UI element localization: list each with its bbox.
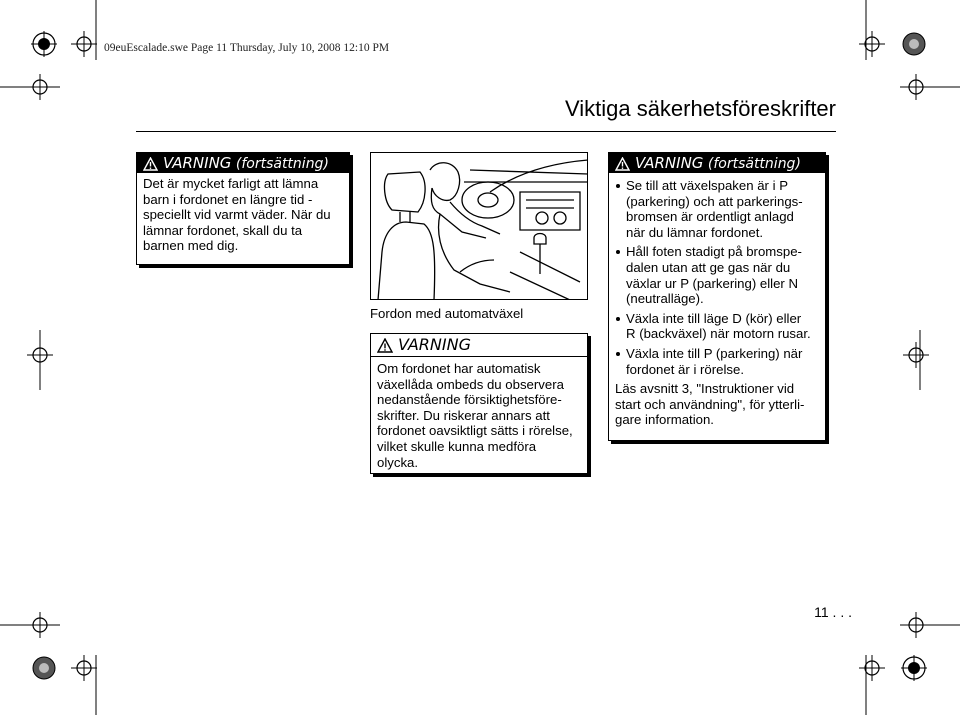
text-line: Växla inte till läge D (kör) eller [626, 310, 802, 326]
text-line: start och användning", för ytterli- [615, 396, 805, 412]
list-item [615, 311, 819, 342]
text-line: R (backväxel) när motorn rusar. [626, 326, 811, 342]
left-warning-body [137, 173, 349, 260]
text-line: Växla inte till P (parkering) när [626, 345, 803, 361]
text-line: olycka. [377, 454, 419, 470]
text-line: fordonet är i rörelse. [626, 361, 745, 377]
text-line: växellåda ombeds du observera [377, 376, 564, 392]
section-heading: Fordon med automatväxel [370, 306, 524, 321]
heading-label: VARNING [163, 154, 232, 172]
text-line: gare information. [615, 412, 714, 428]
text-line: barnen med dig. [143, 238, 239, 254]
warning-triangle-icon [143, 157, 158, 171]
text-line: barn i fordonet en längre tid - [143, 191, 313, 207]
heading-suffix: (fortsättning) [703, 156, 801, 172]
right-warning-body [609, 173, 825, 434]
left-warning-heading [137, 153, 349, 173]
text-line: nedanstående försiktighetsföre- [377, 392, 562, 408]
text-line: Läs avsnitt 3, "Instruktioner vid [615, 381, 795, 397]
center-warning-box [370, 333, 588, 474]
text-line: när du lämnar fordonet. [626, 224, 764, 240]
left-warning-box [136, 152, 350, 265]
text-line: bromsen är ordentligt anlagd [626, 209, 794, 225]
warning-triangle-icon [377, 338, 393, 353]
text-line: Det är mycket farligt att lämna [143, 176, 319, 191]
heading-label: VARNING [635, 154, 704, 172]
file-slug: 09euEscalade.swe Page 11 Thursday, July 10, 2008 12:10 PM [104, 42, 390, 54]
text-line: (parkering) och att parkerings- [626, 193, 803, 209]
text-line: dalen utan att ge gas när du [626, 259, 791, 275]
list-item [615, 178, 819, 240]
text-line: Om fordonet har automatisk [377, 361, 541, 376]
list-item [615, 244, 819, 306]
list-item [615, 346, 819, 377]
right-warning-heading [609, 153, 825, 173]
heading-label: VARNING [398, 335, 471, 354]
text-line: skrifter. Du riskerar annars att [377, 407, 550, 423]
page-title: Viktiga säkerhetsföreskrifter [564, 96, 836, 121]
page-number: 11 . . . [814, 604, 852, 620]
warning-triangle-icon [615, 157, 630, 171]
heading-suffix: (fortsättning) [231, 156, 329, 172]
text-line: vilket skulle kunna medföra [377, 438, 537, 454]
title-rule [136, 131, 836, 132]
text-line: växlar ur P (parkering) eller N [626, 275, 798, 291]
text-line: Håll foten stadigt på bromspe- [626, 244, 802, 260]
text-line: speciellt vid varmt väder. När du [143, 207, 331, 223]
text-line: Se till att växelspaken är i P [626, 178, 788, 193]
text-line: fordonet oavsiktligt sätts i rörelse, [377, 423, 573, 439]
bullet-list [615, 178, 819, 377]
driver-in-seat-illustration [370, 152, 588, 300]
text-line: (neutralläge). [626, 291, 704, 307]
center-warning-body [371, 357, 587, 476]
center-warning-heading [371, 334, 587, 357]
text-line: lämnar fordonet, skall du ta [143, 222, 303, 238]
right-warning-box [608, 152, 826, 441]
